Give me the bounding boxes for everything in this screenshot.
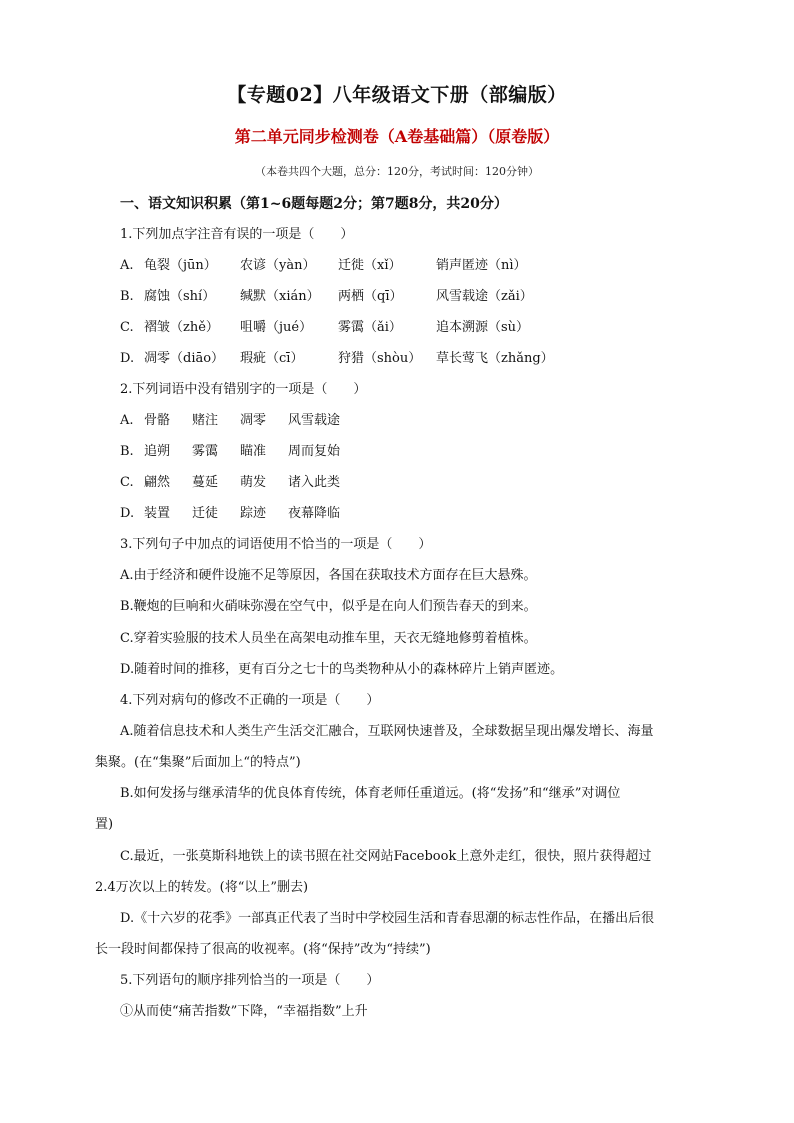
option-item: 踪迹 bbox=[240, 506, 267, 521]
option-item: 翩然 bbox=[144, 475, 171, 490]
option-label: C. bbox=[120, 475, 134, 490]
question-3-option-b: B.鞭炮的巨响和火硝味弥漫在空气中，似乎是在向人们预告春天的到来。 bbox=[120, 599, 537, 614]
question-4-option-d-line1: D.《十六岁的花季》一部真正代表了当时中学校园生活和青春思潮的标志性作品，在播出后很 bbox=[120, 911, 655, 926]
option-label: B. bbox=[120, 444, 134, 459]
question-4-stem: 4.下列对病句的修改不正确的一项是（ ） bbox=[120, 693, 380, 708]
option-item: 风雪载途（zǎi） bbox=[436, 289, 533, 304]
question-1-option-d bbox=[120, 349, 554, 369]
question-2-option-b bbox=[120, 442, 341, 462]
question-3-stem: 3.下列句子中加点的词语使用不恰当的一项是（ ） bbox=[120, 537, 432, 552]
option-item: 周而复始 bbox=[288, 444, 341, 459]
option-label: A. bbox=[120, 258, 134, 273]
option-item: 瑕疵（cī） bbox=[240, 351, 304, 366]
option-item: 狩猎（shòu） bbox=[338, 351, 422, 366]
question-3-option-c: C.穿着实验服的技术人员坐在高架电动推车里，天衣无缝地修剪着植株。 bbox=[120, 631, 537, 646]
question-4-option-d-line2: 长一段时间都保持了很高的收视率。(将“保持”改为“持续”) bbox=[95, 942, 431, 957]
option-item: 追本溯源（sù） bbox=[436, 320, 530, 335]
question-2-option-d bbox=[120, 504, 341, 524]
question-4-option-a-line1: A.随着信息技术和人类生产生活交汇融合，互联网快速普及，全球数据呈现出爆发增长、海量 bbox=[120, 724, 654, 739]
option-item: 两栖（qī） bbox=[338, 289, 403, 304]
question-3-option-d: D.随着时间的推移，更有百分之七十的鸟类物种从小的森林碎片上销声匿迹。 bbox=[120, 662, 564, 677]
section-heading: 一、语文知识积累（第1~6题每题2分；第7题8分，共20分） bbox=[120, 196, 508, 212]
option-item: 赌注 bbox=[192, 413, 219, 428]
question-1-stem: 1.下列加点字注音有误的一项是（ ） bbox=[120, 227, 354, 242]
question-1-option-b bbox=[120, 287, 533, 307]
option-item: 追朔 bbox=[144, 444, 171, 459]
question-5-stem: 5.下列语句的顺序排列恰当的一项是（ ） bbox=[120, 973, 380, 988]
option-item: 销声匿迹（nì） bbox=[436, 258, 527, 273]
question-4-option-b-line1: B.如何发扬与继承清华的优良体育传统，体育老师任重道远。(将“发扬”和“继承”对调位 bbox=[120, 786, 621, 801]
question-2-stem: 2.下列词语中没有错别字的一项是（ ） bbox=[120, 382, 367, 397]
option-item: 夜幕降临 bbox=[288, 506, 341, 521]
option-item: 诸入此类 bbox=[288, 475, 341, 490]
exam-info-note: （本卷共四个大题，总分：120分，考试时间：120分钟） bbox=[255, 165, 539, 178]
question-1-option-a bbox=[120, 256, 527, 276]
option-item: 蔓延 bbox=[192, 475, 219, 490]
question-5-sentence-1: ①从而使“痛苦指数”下降，“幸福指数”上升 bbox=[120, 1004, 368, 1019]
option-item: 瞄准 bbox=[240, 444, 267, 459]
option-item: 装置 bbox=[144, 506, 171, 521]
option-item: 褶皱（zhě） bbox=[144, 320, 219, 335]
option-item: 凋零 bbox=[240, 413, 267, 428]
option-label: B. bbox=[120, 289, 134, 304]
question-4-option-c-line1: C.最近，一张莫斯科地铁上的读书照在社交网站Facebook上意外走红，很快，照片获得超过 bbox=[120, 849, 652, 864]
option-item: 腐蚀（shí） bbox=[144, 289, 216, 304]
page-subtitle: 第二单元同步检测卷（A卷基础篇）（原卷版） bbox=[234, 127, 560, 146]
option-item: 风雪载途 bbox=[288, 413, 341, 428]
question-3-option-a: A.由于经济和硬件设施不足等原因，各国在获取技术方面存在巨大悬殊。 bbox=[120, 568, 537, 583]
option-item: 咀嚼（jué） bbox=[240, 320, 313, 335]
option-item: 迁徒 bbox=[192, 506, 219, 521]
option-item: 萌发 bbox=[240, 475, 267, 490]
option-item: 农谚（yàn） bbox=[240, 258, 316, 273]
option-item: 缄默（xián） bbox=[240, 289, 320, 304]
option-label: A. bbox=[120, 413, 134, 428]
option-item: 凋零（diāo） bbox=[144, 351, 225, 366]
option-item: 迁徙（xǐ） bbox=[338, 258, 402, 273]
question-1-option-c bbox=[120, 318, 530, 338]
option-item: 雾霭 bbox=[192, 444, 219, 459]
question-2-option-a bbox=[120, 411, 341, 431]
option-item: 龟裂（jūn） bbox=[144, 258, 217, 273]
option-item: 草长莺飞（zhǎng） bbox=[436, 351, 554, 366]
question-4-option-b-line2: 置) bbox=[95, 817, 114, 832]
question-4-option-a-line2: 集聚。(在“集聚”后面加上“的特点”) bbox=[95, 755, 301, 770]
option-item: 骨骼 bbox=[144, 413, 171, 428]
option-label: C. bbox=[120, 320, 134, 335]
option-item: 雾霭（ǎi） bbox=[338, 320, 402, 335]
option-label: D. bbox=[120, 506, 135, 521]
question-2-option-c bbox=[120, 473, 341, 493]
question-4-option-c-line2: 2.4万次以上的转发。(将“以上”删去) bbox=[95, 880, 309, 895]
page-title: 【专题02】八年级语文下册（部编版） bbox=[227, 84, 567, 106]
option-label: D. bbox=[120, 351, 135, 366]
